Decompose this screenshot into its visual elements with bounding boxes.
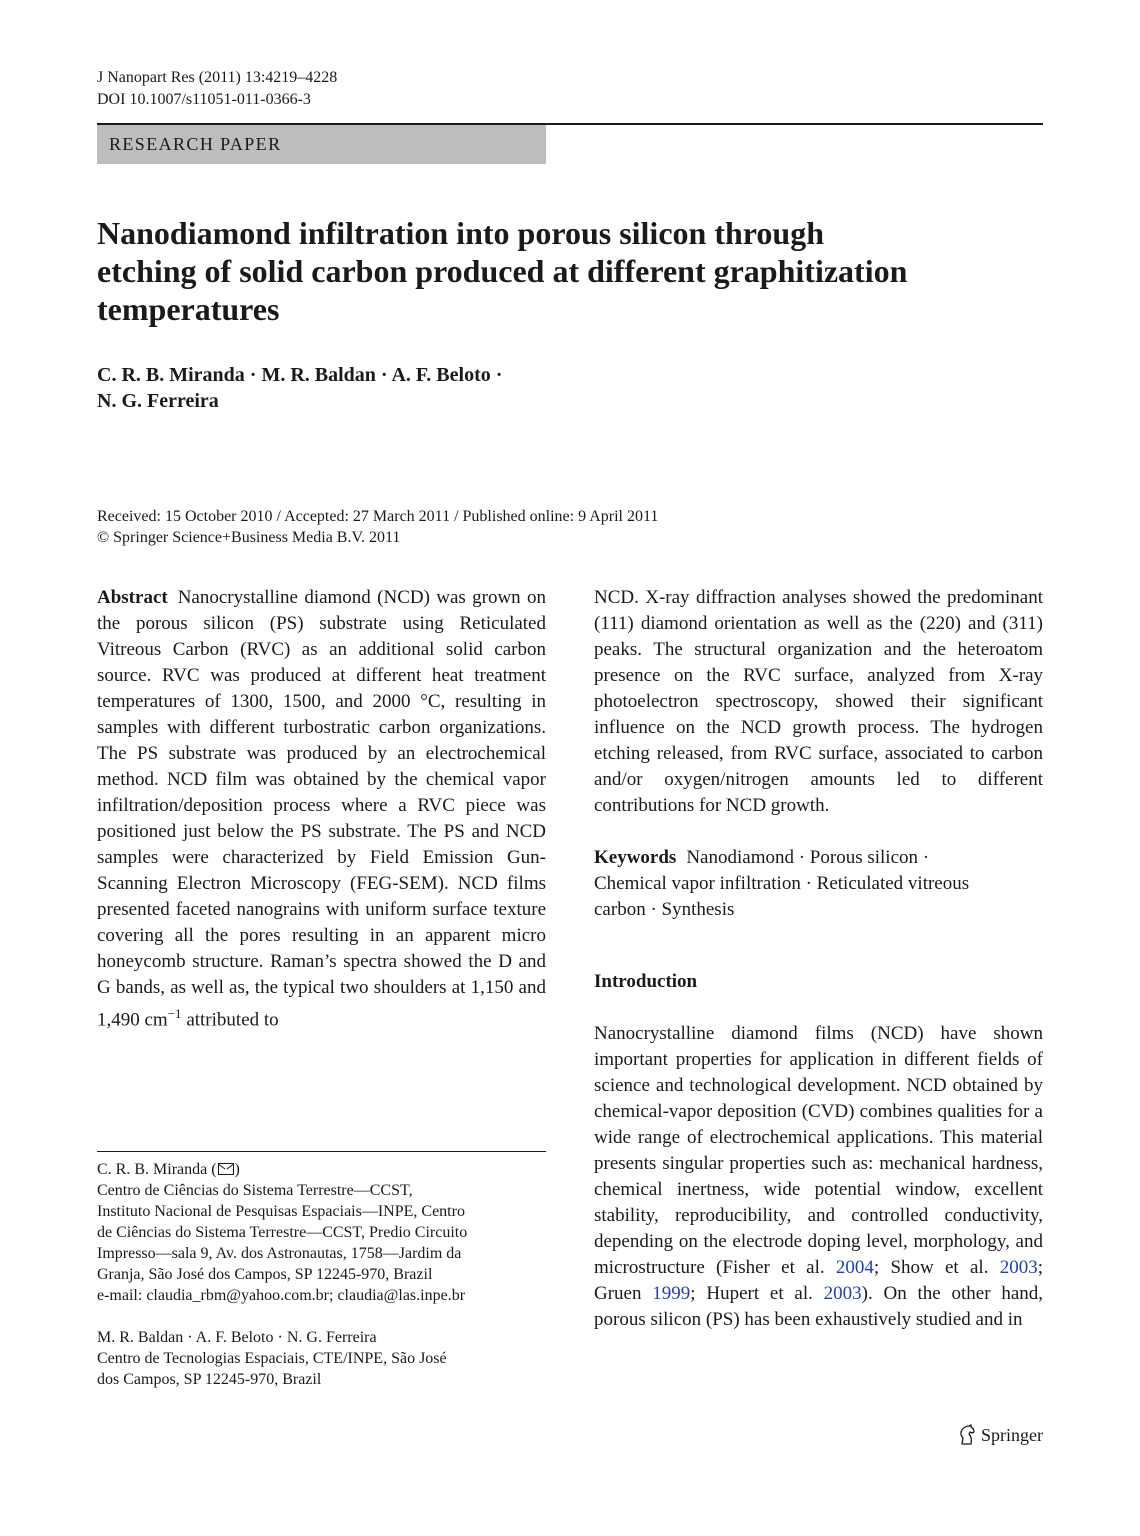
abstract-text-left: Nanocrystalline diamond (NCD) was grown on the porous silicon (PS) substrate using Reticulated Vitreous Carbon (RVC) as an additional solid carbon source. RVC was produced at different heat treatment temperatures of 1300, 1500, and 2000 °C, resulting in samples with different turbostratic carbon organizations. The PS substrate was produced by an electrochemical method. NCD film was obtained by the chemical vapor infiltration/deposition process where a RVC piece was positioned just below the PS substrate. The PS and NCD samples were characterized by Field Emission Gun-Scanning Electron Microscopy (FEG-SEM). NCD films presented faceted nanograins with uniform surface texture covering all the pores resulting in an apparent micro honeycomb structure. Raman’s spectra showed the D and G bands, as well as, the typical two shoulders at 1,150 and 1,490 cm (97, 587, 546, 1031)
affiliation-line: Centro de Tecnologias Espaciais, CTE/INPE, São José (97, 1350, 447, 1367)
citation-link[interactable]: 1999 (652, 1283, 691, 1304)
title-line-2: etching of solid carbon produced at different graphitization (97, 253, 908, 289)
publisher-logo (957, 1424, 1043, 1446)
springer-horse-icon (957, 1424, 977, 1446)
affiliation-line: de Ciências do Sistema Terrestre—CCST, Predio Circuito (97, 1224, 468, 1241)
author-name: C. R. B. Miranda ( (97, 1161, 217, 1178)
authors-line-1: C. R. B. Miranda · M. R. Baldan · A. F. Beloto · (97, 364, 503, 386)
abstract-label: Abstract (97, 587, 168, 608)
envelope-icon (218, 1163, 234, 1175)
date-history: Received: 15 October 2010 / Accepted: 27 March 2011 / Published online: 9 April 2011 (97, 508, 659, 525)
copyright-line: © Springer Science+Business Media B.V. 2011 (97, 529, 401, 546)
intro-text-5: ). On the other hand, porous silicon (PS) has been exhaustively studied and in (594, 1283, 1044, 1330)
paper-title (97, 214, 1043, 328)
keywords-label: Keywords (594, 847, 677, 868)
affiliation-line: Impresso—sala 9, Av. dos Astronautas, 1758—Jardim da (97, 1245, 462, 1262)
journal-header (97, 67, 337, 111)
title-line-1: Nanodiamond infiltration into porous silicon through (97, 215, 824, 251)
article-type-banner: RESEARCH PAPER (97, 125, 546, 164)
publisher-name: Springer (981, 1424, 1043, 1445)
affiliation-line: Granja, São José dos Campos, SP 12245-970, Brazil (97, 1266, 433, 1283)
coauthor-names: M. R. Baldan · A. F. Beloto · N. G. Ferreira (97, 1329, 377, 1346)
author-list (97, 362, 502, 414)
citation-link[interactable]: 2004 (835, 1257, 874, 1278)
authors-line-2: N. G. Ferreira (97, 390, 219, 412)
intro-text-1: Nanocrystalline diamond films (NCD) have shown important properties for application in different fields of science and technological development. NCD obtained by chemical-vapor deposition (CVD) combines qualities for a wide range of electrochemical applications. This material presents singular properties such as: mechanical hardness, chemical inertness, wide potential window, excellent stability, reproducibility, and controlled conductivity, depending on the electrode doping level, morphology, and microstructure (Fisher et al. (594, 1023, 1043, 1278)
right-column (594, 585, 1043, 1333)
introduction-paragraph (594, 1021, 1043, 1333)
abstract-paragraph (97, 585, 546, 1033)
corresponding-author (97, 1159, 546, 1180)
title-line-3: temperatures (97, 291, 280, 327)
keywords-block (594, 845, 1043, 923)
intro-text-2: ; Show et al. (873, 1257, 1000, 1278)
introduction-heading: Introduction (594, 971, 698, 992)
abstract-text-right: NCD. X-ray diffraction analyses showed the predominant (111) diamond orientation as well as the (220) and (311) peaks. The structural organization and the heteroatom presence on the RVC surface, analyzed from X-ray photoelectron spectroscopy, showed their significant influence on the NCD growth process. The hydrogen etching released, from RVC surface, associated to carbon and/or oxygen/nitrogen amounts led to different contributions for NCD growth. (594, 587, 1043, 816)
abstract-text-left-end: attributed to (181, 1009, 279, 1031)
affiliation-line: Instituto Nacional de Pesquisas Espaciais—INPE, Centro (97, 1203, 465, 1220)
keywords-line-1: Nanodiamond · Porous silicon · (686, 847, 930, 868)
author-name-end: ) (234, 1161, 240, 1178)
affiliation-line: dos Campos, SP 12245-970, Brazil (97, 1371, 322, 1388)
author-affiliations (97, 1159, 546, 1390)
abstract-column-left (97, 585, 546, 1033)
affiliation-line: Centro de Ciências do Sistema Terrestre—CCST, (97, 1182, 413, 1199)
footnote-rule (97, 1151, 546, 1152)
journal-citation: J Nanopart Res (2011) 13:4219–4228 (97, 69, 338, 86)
citation-link[interactable]: 2003 (999, 1257, 1038, 1278)
keywords-line-3: carbon · Synthesis (594, 899, 735, 920)
citation-link[interactable]: 2003 (823, 1283, 862, 1304)
intro-text-3: ; Gruen (594, 1257, 1043, 1304)
doi[interactable]: DOI 10.1007/s11051-011-0366-3 (97, 91, 311, 108)
keywords-line-2: Chemical vapor infiltration · Reticulated vitreous (594, 873, 970, 894)
author-email[interactable]: e-mail: claudia_rbm@yahoo.com.br; claudia@las.inpe.br (97, 1287, 466, 1304)
unit-superscript: −1 (167, 1006, 182, 1021)
publication-dates (97, 506, 658, 548)
intro-text-4: ; Hupert et al. (690, 1283, 824, 1304)
